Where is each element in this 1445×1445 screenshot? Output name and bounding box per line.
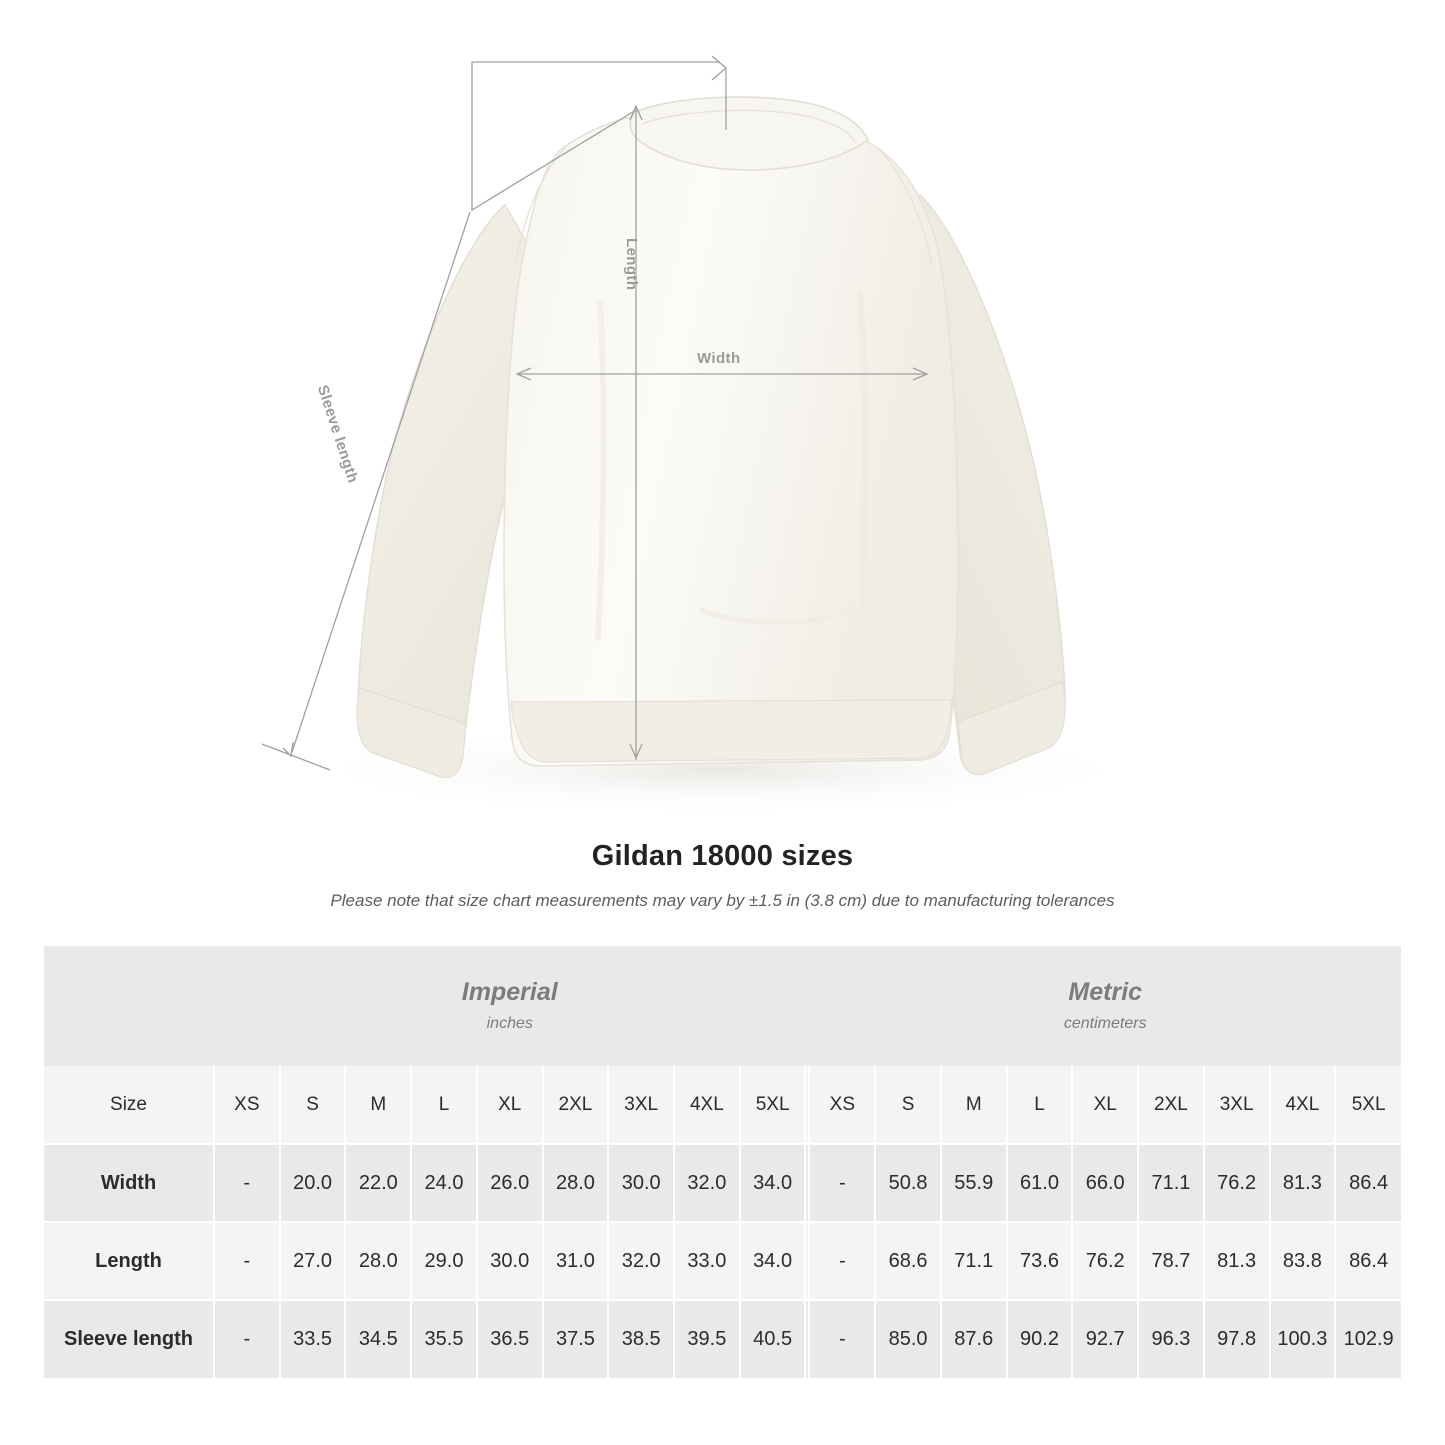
width-metric-m: 55.9 — [941, 1144, 1007, 1222]
sleeve-metric-m: 87.6 — [941, 1300, 1007, 1378]
sleeve-imperial-xl: 36.5 — [477, 1300, 543, 1378]
header-metric-s: S — [875, 1066, 941, 1144]
sleeve-imperial-xs: - — [214, 1300, 280, 1378]
length-metric-3xl: 81.3 — [1204, 1222, 1270, 1300]
width-imperial-3xl: 30.0 — [608, 1144, 674, 1222]
length-imperial-xl: 30.0 — [477, 1222, 543, 1300]
length-imperial-xs: - — [214, 1222, 280, 1300]
header-imperial-2xl: 2XL — [543, 1066, 609, 1144]
width-metric-5xl: 86.4 — [1335, 1144, 1401, 1222]
imperial-title: Imperial — [461, 978, 558, 1007]
length-metric-2xl: 78.7 — [1138, 1222, 1204, 1300]
length-imperial-4xl: 33.0 — [674, 1222, 740, 1300]
header-imperial-s: S — [280, 1066, 346, 1144]
width-metric-s: 50.8 — [875, 1144, 941, 1222]
sleeve-imperial-5xl: 40.5 — [740, 1300, 806, 1378]
width-metric-2xl: 71.1 — [1138, 1144, 1204, 1222]
sleeve-metric-4xl: 100.3 — [1270, 1300, 1336, 1378]
header-metric-2xl: 2XL — [1138, 1066, 1204, 1144]
width-metric-4xl: 81.3 — [1270, 1144, 1336, 1222]
sleeve-length-label: Sleeve length — [313, 383, 362, 486]
length-imperial-5xl: 34.0 — [740, 1222, 806, 1300]
sleeve-imperial-l: 35.5 — [411, 1300, 477, 1378]
header-metric-3xl: 3XL — [1204, 1066, 1270, 1144]
width-imperial-m: 22.0 — [345, 1144, 411, 1222]
row-label-length: Length — [44, 1222, 214, 1300]
title-block — [0, 840, 1445, 911]
length-metric-m: 71.1 — [941, 1222, 1007, 1300]
unit-header-row — [44, 946, 1401, 1066]
metric-title: Metric — [1068, 978, 1143, 1007]
sleeve-metric-3xl: 97.8 — [1204, 1300, 1270, 1378]
length-metric-l: 73.6 — [1007, 1222, 1073, 1300]
length-imperial-2xl: 31.0 — [543, 1222, 609, 1300]
tolerance-note: Please note that size chart measurements may vary by ±1.5 in (3.8 cm) due to manufacturing tolerances — [330, 891, 1115, 910]
table-row — [44, 1144, 1401, 1222]
header-metric-xl: XL — [1072, 1066, 1138, 1144]
imperial-subtitle: inches — [486, 1014, 533, 1032]
width-label: Width — [697, 350, 741, 367]
sleeve-imperial-2xl: 37.5 — [543, 1300, 609, 1378]
length-metric-4xl: 83.8 — [1270, 1222, 1336, 1300]
length-metric-s: 68.6 — [875, 1222, 941, 1300]
length-metric-5xl: 86.4 — [1335, 1222, 1401, 1300]
width-metric-xs: - — [809, 1144, 875, 1222]
header-metric-l: L — [1007, 1066, 1073, 1144]
sleeve-metric-s: 85.0 — [875, 1300, 941, 1378]
header-metric-5xl: 5XL — [1335, 1066, 1401, 1144]
length-imperial-3xl: 32.0 — [608, 1222, 674, 1300]
header-imperial-xs: XS — [214, 1066, 280, 1144]
header-imperial-l: L — [411, 1066, 477, 1144]
header-imperial-xl: XL — [477, 1066, 543, 1144]
sleeve-imperial-m: 34.5 — [345, 1300, 411, 1378]
length-imperial-s: 27.0 — [280, 1222, 346, 1300]
sleeve-metric-xl: 92.7 — [1072, 1300, 1138, 1378]
row-label-width: Width — [44, 1144, 214, 1222]
sleeve-metric-5xl: 102.9 — [1335, 1300, 1401, 1378]
width-imperial-2xl: 28.0 — [543, 1144, 609, 1222]
length-metric-xl: 76.2 — [1072, 1222, 1138, 1300]
length-metric-xs: - — [809, 1222, 875, 1300]
width-imperial-xl: 26.0 — [477, 1144, 543, 1222]
width-imperial-4xl: 32.0 — [674, 1144, 740, 1222]
table-row — [44, 1300, 1401, 1378]
width-metric-l: 61.0 — [1007, 1144, 1073, 1222]
unit-imperial-cell — [214, 946, 805, 1066]
length-imperial-m: 28.0 — [345, 1222, 411, 1300]
header-metric-4xl: 4XL — [1270, 1066, 1336, 1144]
header-imperial-m: M — [345, 1066, 411, 1144]
sleeve-imperial-3xl: 38.5 — [608, 1300, 674, 1378]
header-imperial-3xl: 3XL — [608, 1066, 674, 1144]
header-imperial-4xl: 4XL — [674, 1066, 740, 1144]
size-table-container — [44, 946, 1401, 1378]
header-metric-m: M — [941, 1066, 1007, 1144]
header-size: Size — [44, 1066, 214, 1144]
page-title: Gildan 18000 sizes — [591, 840, 854, 872]
header-metric-xs: XS — [809, 1066, 875, 1144]
width-metric-xl: 66.0 — [1072, 1144, 1138, 1222]
unit-metric-cell — [809, 946, 1401, 1066]
width-imperial-xs: - — [214, 1144, 280, 1222]
sleeve-metric-l: 90.2 — [1007, 1300, 1073, 1378]
length-label: Length — [623, 238, 640, 291]
width-metric-3xl: 76.2 — [1204, 1144, 1270, 1222]
sleeve-metric-xs: - — [809, 1300, 875, 1378]
size-table — [44, 946, 1401, 1378]
row-label-sleeve-length: Sleeve length — [44, 1300, 214, 1378]
length-imperial-l: 29.0 — [411, 1222, 477, 1300]
sleeve-metric-2xl: 96.3 — [1138, 1300, 1204, 1378]
size-header-row — [44, 1066, 1401, 1144]
width-imperial-s: 20.0 — [280, 1144, 346, 1222]
metric-subtitle: centimeters — [1063, 1014, 1147, 1032]
sleeve-imperial-4xl: 39.5 — [674, 1300, 740, 1378]
unit-spacer — [44, 946, 214, 1066]
width-imperial-l: 24.0 — [411, 1144, 477, 1222]
sleeve-imperial-s: 33.5 — [280, 1300, 346, 1378]
table-row — [44, 1222, 1401, 1300]
header-imperial-5xl: 5XL — [740, 1066, 806, 1144]
width-imperial-5xl: 34.0 — [740, 1144, 806, 1222]
